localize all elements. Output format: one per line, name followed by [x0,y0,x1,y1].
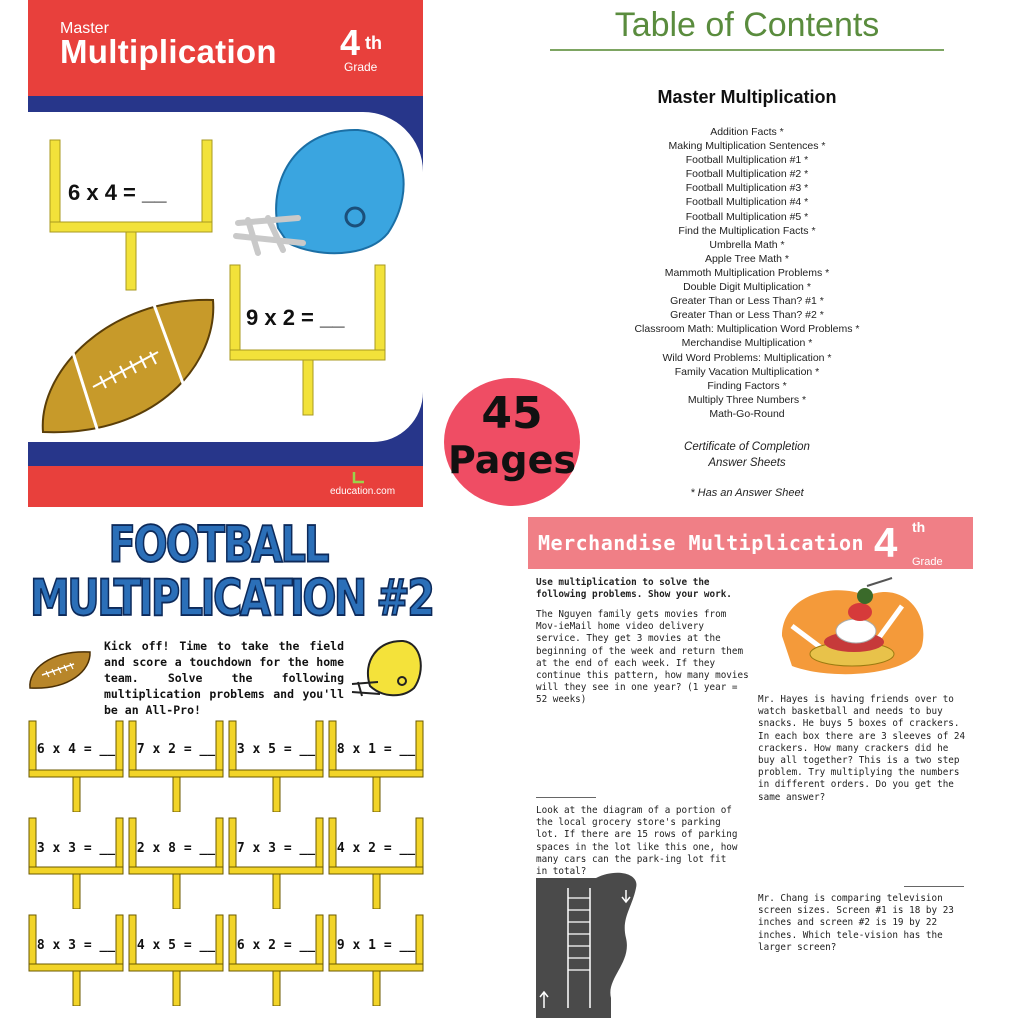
toc-item: Family Vacation Multiplication * [674,365,820,378]
merch-problem-4: Mr. Chang is comparing television screen sizes. Screen #1 is 18 by 23 inches and screen #2 is 19 by 22 inches. Which tele-vision has the larger screen? [758,893,954,953]
toc-extra-answers: Answer Sheets [708,457,786,469]
parking-lot-diagram [536,868,640,1018]
goal-post-problem [328,817,424,909]
problem-equation: 7 x 3 = __ [236,841,316,856]
toc-item: Double Digit Multiplication * [683,281,811,294]
toc-item: Football Multiplication #4 * [685,196,809,209]
brand-logo-text: education.com [330,486,396,497]
goal-post-icon [228,914,324,1006]
goal-post-icon [328,817,424,909]
toc-item: Football Multiplication #3 * [685,182,809,195]
goal-post-icon [128,914,224,1006]
goal-post-icon [28,720,124,812]
toc-item: Greater Than or Less Than? #2 * [670,309,824,322]
toc-item: Football Multiplication #2 * [685,168,809,181]
problem-equation: 4 x 5 = __ [136,938,216,953]
goal-post-problem [28,817,124,909]
snack-plate-icon [772,576,932,686]
football-icon [28,648,92,692]
problem-equation: 9 x 1 = __ [336,938,416,953]
problem-equation: 8 x 1 = __ [336,742,416,757]
toc-item: Multiply Three Numbers * [687,393,807,406]
goal-post-icon [128,817,224,909]
problem-equation: 3 x 5 = __ [236,742,316,757]
goal-post-icon [28,914,124,1006]
cover-page [28,0,423,507]
toc-extras [560,439,934,471]
goal-post-problem [28,720,124,812]
toc-footnote: * Has an Answer Sheet [690,487,804,499]
goal-post-problem [328,720,424,812]
toc-list [560,125,934,421]
problem-equation: 3 x 3 = __ [36,841,116,856]
toc-extra-certificate: Certificate of Completion [684,441,810,453]
toc-item: Apple Tree Math * [704,252,790,265]
merch-grade-suffix: th [912,519,926,535]
toc-divider [550,49,944,51]
toc-title: Table of Contents [614,6,880,44]
cover-equation-2: 9 x 2 = __ [246,305,345,330]
toc-item: Mammoth Multiplication Problems * [664,266,830,279]
goal-post-icon [228,817,324,909]
answer-line [536,797,596,798]
merch-instructions: Use multiplication to solve the following problems. Show your work. [536,577,732,601]
toc-item: Wild Word Problems: Multiplication * [662,351,832,364]
toc-item: Math-Go-Round [709,407,785,420]
goal-post-problem [328,914,424,1006]
worksheet-intro: Kick off! Time to take the field and score a touchdown for the home team. Solve the following multiplication problems and you'll be an All-Pro! [104,639,344,717]
goal-post-problem [128,817,224,909]
problem-equation: 6 x 2 = __ [236,938,316,953]
toc-item: Greater Than or Less Than? #1 * [670,295,824,308]
goal-post-problem [228,914,324,1006]
problem-equation: 2 x 8 = __ [136,841,216,856]
badge-label: Pages [447,438,577,482]
merch-problem-3: Look at the diagram of a portion of the local grocery store's parking lot. If there are 15 rows of parking spaces in the lot like this one, how many cars can the park-ing lot fit in total? [536,805,738,878]
education-logo-icon [352,470,366,484]
toc-item: Umbrella Math * [709,238,785,251]
merch-problem-2: Mr. Hayes is having friends over to watch basketball and needs to buy snacks. He buys 5 boxes of crackers. In each box there are 3 sleeves of 24 crackers. How many crackers did he buy all together? This is a two step problem. Try multiplying the numbers in different orders. Do you get the same answer? [758,694,966,803]
worksheet-title-line2: MULTIPLICATION #2 [30,570,433,628]
goal-post-problem [128,720,224,812]
goal-post-problem [128,914,224,1006]
goal-post-icon [328,914,424,1006]
toc-item: Making Multiplication Sentences * [668,140,826,153]
cover-grade-label: Grade [344,60,378,74]
goal-post-icon [128,720,224,812]
toc-item: Merchandise Multiplication * [681,337,813,350]
problem-equation: 6 x 4 = __ [36,742,116,757]
cover-grade-number: 4 [340,22,361,63]
merch-problem-1: The Nguyen family gets movies from Mov-ieMail home video delivery service. They get 3 movies at the beginning of the week and return them at the end of each week. If they continue this pattern, how many movies will they see in one year? (1 year = 52 weeks) [536,609,749,706]
toc-item: Football Multiplication #5 * [685,210,809,223]
goal-post-problem [228,817,324,909]
goal-post-problem [28,914,124,1006]
blue-helmet-icon [228,118,408,268]
badge-count: 45 [481,388,543,439]
answer-line [904,886,964,887]
goal-post-icon [328,720,424,812]
goal-post-problem [228,720,324,812]
football-icon [38,292,218,442]
yellow-helmet-icon [348,636,424,702]
goal-post-icon [228,720,324,812]
page-count-badge [444,378,580,506]
problem-equation: 7 x 2 = __ [136,742,216,757]
toc-item: Addition Facts * [710,126,784,138]
problem-equation: 8 x 3 = __ [36,938,116,953]
merch-grade-label: Grade [912,556,943,568]
toc-item: Find the Multiplication Facts * [678,224,816,237]
problem-equation: 4 x 2 = __ [336,841,416,856]
worksheet-title-line1: FOOTBALL [108,516,328,574]
goal-post-icon [28,817,124,909]
toc-item: Classroom Math: Multiplication Word Problems * [634,323,860,336]
merch-grade-number: 4 [874,519,898,566]
toc-item: Football Multiplication #1 * [685,154,809,167]
cover-grade-suffix: th [365,33,382,53]
toc-heading: Master Multiplication [657,87,837,107]
merch-title: Merchandise Multiplication [538,531,865,555]
cover-equation-1: 6 x 4 = __ [68,180,167,205]
cover-title: Multiplication [60,33,277,70]
cover-master-label: Master [60,20,109,37]
toc-item: Finding Factors * [707,379,787,392]
